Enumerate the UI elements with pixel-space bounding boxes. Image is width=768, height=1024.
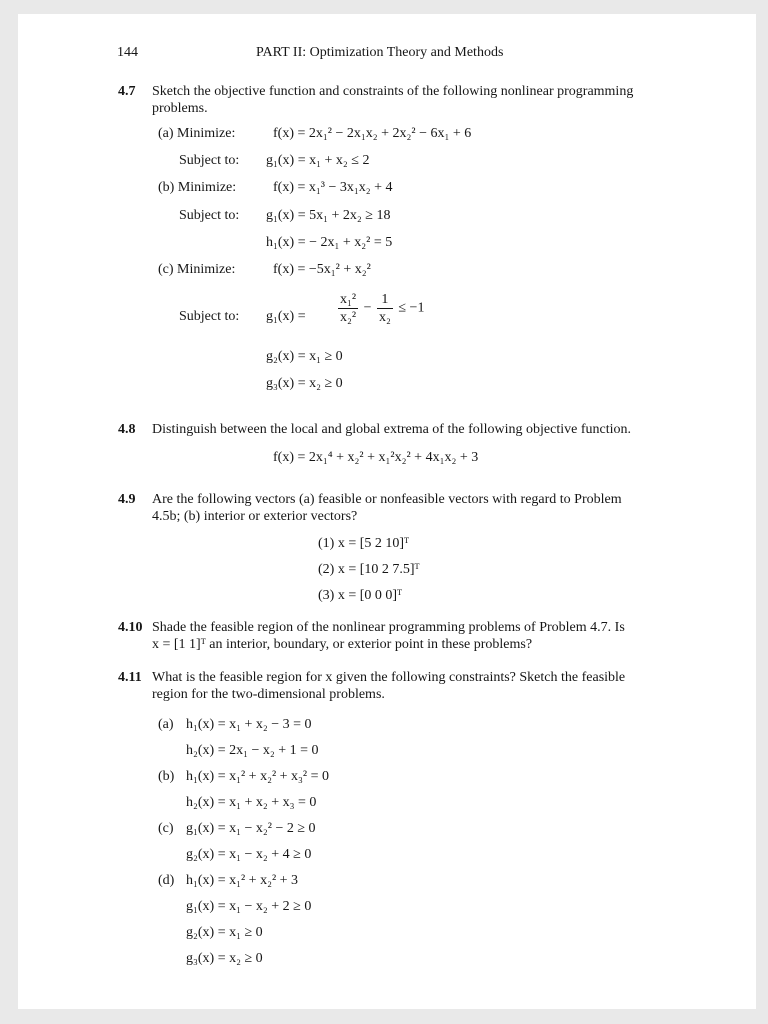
fraction-1	[338, 292, 358, 325]
eq-4-7a-objective: f(x) = 2x₁² − 2x₁x₂ + 2x₂² − 6x₁ + 6	[273, 126, 472, 141]
fraction-2	[377, 292, 393, 325]
eq-4-11b-h2: h₂(x) = x₁ + x₂ + x₃ = 0	[186, 795, 317, 810]
eq-4-11b-h1: h₁(x) = x₁² + x₂² + x₃² = 0	[186, 769, 330, 784]
problem-number-4-8: 4.8	[118, 422, 136, 437]
problem-number-4-10: 4.10	[118, 620, 143, 635]
problem-4-11-text-line1: What is the feasible region for x given the following constraints? Sketch the feasible	[152, 670, 626, 685]
problem-4-7-text-line1: Sketch the objective function and constraints of the following nonlinear programming	[152, 84, 634, 99]
eq-4-7c-g1-lhs: g₁(x) =	[266, 309, 306, 324]
eq-4-7a-g1: g₁(x) = x₁ + x₂ ≤ 2	[266, 153, 370, 168]
problem-4-10-text-line1: Shade the feasible region of the nonlinear programming problems of Problem 4.7. Is	[152, 620, 625, 635]
label-subject-to: Subject to:	[179, 309, 240, 324]
eq-4-11a-h1: h₁(x) = x₁ + x₂ − 3 = 0	[186, 717, 312, 732]
label-c: (c)	[158, 821, 174, 836]
vector-2: (2) x = [10 2 7.5]ᵀ	[318, 562, 420, 577]
label-subject-to: Subject to:	[179, 153, 240, 168]
eq-4-11d-h1: h₁(x) = x₁² + x₂² + 3	[186, 873, 299, 888]
label-d: (d)	[158, 873, 175, 888]
eq-4-7b-h1: h₁(x) = − 2x₁ + x₂² = 5	[266, 235, 393, 250]
problem-4-9-text-line2: 4.5b; (b) interior or exterior vectors?	[152, 509, 358, 524]
problem-4-7-text-line2: problems.	[152, 101, 208, 116]
eq-4-7c-g3: g₃(x) = x₂ ≥ 0	[266, 376, 343, 391]
eq-4-7b-objective: f(x) = x₁³ − 3x₁x₂ + 4	[273, 180, 393, 195]
problem-4-8-text: Distinguish between the local and global extrema of the following objective function.	[152, 422, 631, 437]
eq-4-11d-g1: g₁(x) = x₁ − x₂ + 2 ≥ 0	[186, 899, 312, 914]
label-b: (b)	[158, 769, 175, 784]
eq-4-11c-g2: g₂(x) = x₁ − x₂ + 4 ≥ 0	[186, 847, 312, 862]
eq-4-11d-g2: g₂(x) = x₁ ≥ 0	[186, 925, 263, 940]
eq-4-7c-g1-rhs: $\frac{\text{x₁²}}{\text{x₂²}}$ − $\frac{1}{\text{x₂}}$ ≤ −1	[340, 292, 425, 325]
eq-4-7c-objective: f(x) = −5x₁² + x₂²	[273, 262, 371, 277]
eq-4-11c-g1: g₁(x) = x₁ − x₂² − 2 ≥ 0	[186, 821, 316, 836]
fraction-1-numerator: x₁²	[340, 292, 357, 307]
page-number: 144	[117, 45, 138, 60]
book-page	[18, 14, 756, 1009]
vector-1: (1) x = [5 2 10]ᵀ	[318, 536, 410, 551]
part-label: PART II:	[256, 45, 307, 60]
label-a: (a)	[158, 717, 174, 732]
eq-4-11a-h2: h₂(x) = 2x₁ − x₂ + 1 = 0	[186, 743, 319, 758]
problem-4-11-text-line2: region for the two-dimensional problems.	[152, 687, 385, 702]
label-a-minimize: (a) Minimize:	[158, 126, 236, 141]
problem-number-4-9: 4.9	[118, 492, 136, 507]
problem-4-9-text-line1: Are the following vectors (a) feasible or nonfeasible vectors with regard to Problem	[152, 492, 622, 507]
eq-4-8: f(x) = 2x₁⁴ + x₂² + x₁²x₂² + 4x₁x₂ + 3	[273, 450, 479, 465]
problem-number-4-7: 4.7	[118, 84, 136, 99]
problem-4-10-text-line2: x = [1 1]ᵀ an interior, boundary, or exterior point in these problems?	[152, 637, 533, 652]
label-c-minimize: (c) Minimize:	[158, 262, 236, 277]
fraction-1-denominator: x₂²	[340, 310, 357, 325]
part-title: Optimization Theory and Methods	[309, 45, 504, 60]
fraction-2-denominator: x₂	[378, 310, 391, 325]
fraction-2-numerator: 1	[377, 292, 393, 309]
eq-4-7c-g2: g₂(x) = x₁ ≥ 0	[266, 349, 343, 364]
running-header	[256, 45, 503, 61]
fraction-tail: ≤ −1	[398, 300, 425, 316]
eq-4-11d-g3: g₃(x) = x₂ ≥ 0	[186, 951, 263, 966]
label-subject-to: Subject to:	[179, 208, 240, 223]
label-b-minimize: (b) Minimize:	[158, 180, 237, 195]
eq-4-7b-g1: g₁(x) = 5x₁ + 2x₂ ≥ 18	[266, 208, 391, 223]
problem-number-4-11: 4.11	[118, 670, 142, 685]
vector-3: (3) x = [0 0 0]ᵀ	[318, 588, 403, 603]
